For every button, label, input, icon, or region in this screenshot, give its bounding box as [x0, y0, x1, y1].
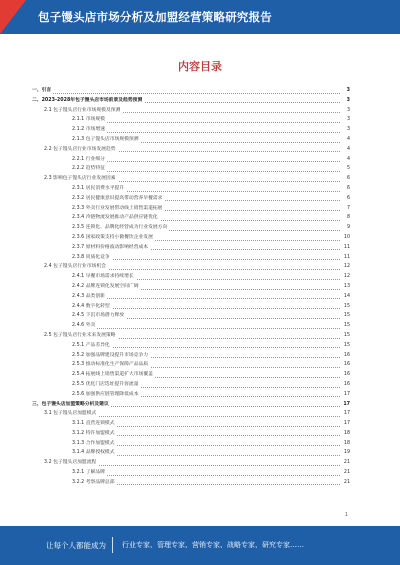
toc-entry-page: 18 — [340, 439, 350, 449]
toc-entry[interactable] — [32, 370, 350, 380]
toc-entry-page: 5 — [340, 164, 350, 174]
toc-entry-page: 11 — [340, 253, 350, 263]
toc-entry-label: 2.4.4 数字化转型 — [72, 302, 112, 312]
toc-entry-label: 2.1.3 包子馒头店市场规模预测 — [72, 135, 141, 145]
toc-entry[interactable] — [32, 321, 350, 331]
toc-entry-page: 18 — [340, 429, 350, 439]
toc-entry-label: 2.3.4 冷链物流发展推动产品供应链优化 — [72, 213, 160, 223]
toc-entry-label: 3.1.3 合作加盟模式 — [72, 439, 117, 449]
toc-entry[interactable] — [32, 468, 350, 478]
toc-entry[interactable] — [32, 292, 350, 302]
toc-leader-dots — [72, 308, 340, 309]
toc-entry-page: 6 — [340, 184, 350, 194]
toc-entry[interactable] — [32, 194, 350, 204]
toc-entry-label: 2.3.7 原材料价格波动影响经营成本 — [72, 243, 150, 253]
toc-entry[interactable] — [32, 145, 350, 155]
toc-leader-dots — [72, 132, 340, 133]
toc-entry-label: 2.5.6 加强供应链管理降低成本 — [72, 390, 141, 400]
toc-entry[interactable] — [32, 390, 350, 400]
toc-entry-page: 15 — [340, 302, 350, 312]
toc-entry[interactable] — [32, 204, 350, 214]
toc-entry[interactable] — [32, 341, 350, 351]
toc-entry-label: 二、2023-2028年包子馒头店市场前景及趋势预测 — [32, 96, 144, 106]
toc-entry[interactable] — [32, 302, 350, 312]
toc-entry[interactable] — [32, 380, 350, 390]
footer-slogan-right: 行业专家、管理专家、营销专家、战略专家、研究专家…… — [122, 541, 304, 549]
toc-entry-page: 3 — [340, 125, 350, 135]
toc-leader-dots — [32, 93, 340, 94]
toc-entry[interactable] — [32, 115, 350, 125]
report-title: 包子馒头店市场分析及加盟经营策略研究报告 — [38, 10, 272, 24]
toc-leader-dots — [72, 328, 340, 329]
toc-entry-page: 16 — [340, 370, 350, 380]
toc-entry-page: 17 — [340, 400, 350, 410]
toc-leader-dots — [72, 475, 340, 476]
toc-entry-label: 3.2 包子馒头店加盟流程 — [44, 458, 98, 468]
toc-entry-page: 15 — [340, 331, 350, 341]
toc-entry[interactable] — [32, 282, 350, 292]
toc-entry-page: 17 — [340, 390, 350, 400]
toc-entry-label: 2.4.1 早餐市场需求持续增长 — [72, 272, 136, 282]
toc-entry-page: 12 — [340, 262, 350, 272]
toc-entry[interactable] — [32, 106, 350, 116]
toc-entry-label: 3.2.2 考察品牌总部 — [72, 478, 117, 488]
toc-entry-label: 2.3.8 同质化竞争 — [72, 253, 112, 263]
toc-entry-label: 2.2.1 行业细分 — [72, 155, 107, 165]
toc-entry-label: 2.5.4 拓展线上销售渠道扩大市场覆盖 — [72, 370, 155, 380]
toc-entry[interactable] — [32, 478, 350, 488]
toc-entry-page: 21 — [340, 478, 350, 488]
toc-entry-page: 15 — [340, 321, 350, 331]
toc-entry-page: 14 — [340, 292, 350, 302]
toc-entry[interactable] — [32, 155, 350, 165]
toc-entry[interactable] — [32, 272, 350, 282]
toc-entry-label: 2.1.1 市场规模 — [72, 115, 107, 125]
toc-entry[interactable] — [32, 409, 350, 419]
toc-entry-page: 3 — [340, 96, 350, 106]
toc-entry-page: 21 — [340, 468, 350, 478]
toc-entry[interactable] — [32, 458, 350, 468]
toc-entry[interactable] — [32, 243, 350, 253]
toc-entry-label: 2.3.6 国家政策支持小微餐饮企业发展 — [72, 233, 155, 243]
toc-entry-page: 4 — [340, 155, 350, 165]
toc-entry-label: 2.5.3 推动标准化生产保障产品品质 — [72, 360, 150, 370]
toc-entry-label: 2.3.1 居民消费水平提升 — [72, 184, 126, 194]
toc-entry-label: 3.1.2 特许加盟模式 — [72, 429, 117, 439]
toc-entry-page: 7 — [340, 204, 350, 214]
toc-entry-page: 6 — [340, 174, 350, 184]
toc-entry-page: 13 — [340, 282, 350, 292]
toc-heading: 内容目录 — [178, 60, 222, 73]
header-accent-triangle — [0, 0, 26, 34]
toc-entry-label: 3.1.1 直营连锁模式 — [72, 419, 117, 429]
toc-entry-page: 17 — [340, 409, 350, 419]
footer-slogan-left: 让每个人都能成为 — [46, 541, 106, 550]
toc-entry-label: 2.4.6 外卖 — [72, 321, 97, 331]
toc-entry[interactable] — [32, 213, 350, 223]
toc-entry[interactable] — [32, 419, 350, 429]
toc-entry[interactable] — [32, 86, 350, 96]
toc-entry-label: 2.4 包子馒头店行业市场机会 — [44, 262, 108, 272]
toc-entry[interactable] — [32, 429, 350, 439]
toc-entry[interactable] — [32, 184, 350, 194]
toc-entry[interactable] — [32, 253, 350, 263]
toc-entry[interactable] — [32, 135, 350, 145]
toc-entry-page: 9 — [340, 223, 350, 233]
toc-entry[interactable] — [32, 223, 350, 233]
toc-entry-label: 三、包子馒头店加盟策略分析及建议 — [32, 400, 111, 410]
toc-entry[interactable] — [32, 351, 350, 361]
toc-leader-dots — [72, 259, 340, 260]
toc-entry-label: 2.3.3 外卖行业发展带动线上销售渠道拓展 — [72, 204, 164, 214]
toc-entry-page: 12 — [340, 272, 350, 282]
toc-entry-page: 3 — [340, 86, 350, 96]
toc-entry-page: 10 — [340, 233, 350, 243]
toc-entry-label: 2.5.1 产品差异化 — [72, 341, 112, 351]
toc-entry[interactable] — [32, 262, 350, 272]
toc-entry-page: 8 — [340, 213, 350, 223]
toc-entry-label: 2.4.2 品牌连锁化发展空间广阔 — [72, 282, 141, 292]
toc-entry-label: 3.2.1 了解品牌 — [72, 468, 107, 478]
toc-entry-label: 2.1 包子馒头店行业市场规模及预测 — [44, 106, 122, 116]
toc-entry[interactable] — [32, 400, 350, 410]
toc-entry-label: 2.2.2 趋势特征 — [72, 164, 107, 174]
toc-entry[interactable] — [32, 360, 350, 370]
toc-entry-label: 2.3 影响包子馒头店行业发展因素 — [44, 174, 118, 184]
toc-entry-page: 4 — [340, 135, 350, 145]
toc-entry[interactable] — [32, 448, 350, 458]
toc-entry[interactable] — [32, 125, 350, 135]
toc-entry-page: 16 — [340, 360, 350, 370]
toc-entry-label: 3.1.4 品牌授权模式 — [72, 448, 117, 458]
toc-entry-page: 17 — [340, 419, 350, 429]
toc-entry-label: 2.4.5 下沉市场潜力释放 — [72, 311, 126, 321]
page-footer — [0, 526, 400, 565]
toc-entry[interactable] — [32, 164, 350, 174]
toc-leader-dots — [72, 347, 340, 348]
toc-entry-page: 6 — [340, 194, 350, 204]
toc-entry-page: 19 — [340, 448, 350, 458]
toc-entry[interactable] — [32, 233, 350, 243]
toc-leader-dots — [72, 122, 340, 123]
toc-entry-page: 16 — [340, 380, 350, 390]
toc-entry[interactable] — [32, 174, 350, 184]
toc-entry-label: 2.5.5 优化门店选址提升客流量 — [72, 380, 141, 390]
toc-entry-page: 11 — [340, 243, 350, 253]
toc-entry-page: 4 — [340, 145, 350, 155]
toc-entry-page: 3 — [340, 106, 350, 116]
toc-entry[interactable] — [32, 311, 350, 321]
toc-entry-page: 21 — [340, 458, 350, 468]
toc-entry-label: 2.3.5 连锁化、品牌化经营成为行业发展方向 — [72, 223, 169, 233]
toc-leader-dots — [72, 298, 340, 299]
toc-entry-page: 15 — [340, 341, 350, 351]
footer-divider — [112, 537, 113, 553]
toc-entry[interactable] — [32, 96, 350, 106]
toc-entry-label: 2.4.3 品类创新 — [72, 292, 107, 302]
toc-entry-page: 16 — [340, 351, 350, 361]
toc-entry-label: 2.2 包子馒头店行业市场发展趋势 — [44, 145, 118, 155]
toc-entry-label: 3.1 包子馒头店加盟模式 — [44, 409, 98, 419]
toc-leader-dots — [72, 161, 340, 162]
toc-entry-label: 2.5 包子馒头店行业未来发展策略 — [44, 331, 118, 341]
toc-entry[interactable] — [32, 331, 350, 341]
toc-leader-dots — [72, 171, 340, 172]
page-header — [0, 0, 400, 34]
page-number: 1 — [344, 512, 348, 518]
toc-entry-label: 2.3.2 居民健康意识提高带动营养早餐需求 — [72, 194, 164, 204]
toc-entry-page: 15 — [340, 311, 350, 321]
table-of-contents — [32, 86, 350, 488]
toc-entry-label: 2.5.2 加强品牌建设提升市场竞争力 — [72, 351, 150, 361]
toc-entry-label: 一、引言 — [32, 86, 53, 96]
toc-entry[interactable] — [32, 439, 350, 449]
toc-entry-page: 3 — [340, 115, 350, 125]
toc-entry-label: 2.1.2 市场增速 — [72, 125, 107, 135]
